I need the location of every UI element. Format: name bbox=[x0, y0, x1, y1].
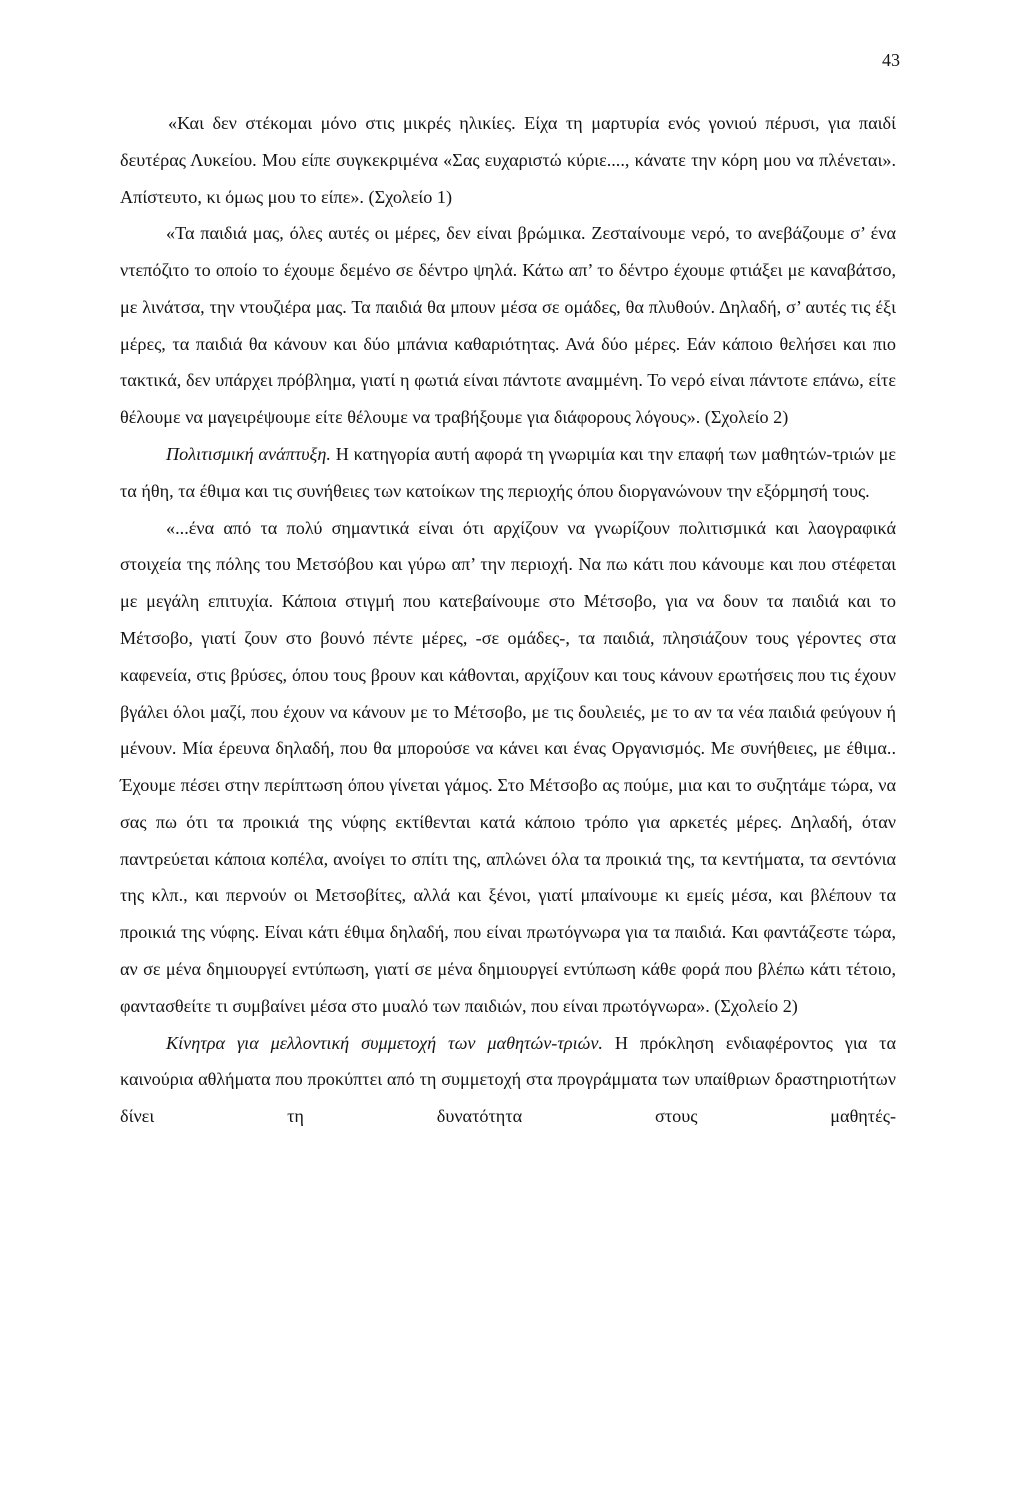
paragraph-quote-school-2-shower: «Τα παιδιά μας, όλες αυτές οι μέρες, δεν είναι βρώμικα. Ζεσταίνουμε νερό, το ανεβάζουμε σ’ ένα ντεπόζιτο το οποίο το έχουμε δεμένο σε δέντρο ψηλά. Κάτω απ’ το δέντρο έχουμε φτιάξει με καναβάτσο, με λινάτσα, την ντουζιέρα μας. Τα παιδιά θα μπουν μέσα σε ομάδες, θα πλυθούν. Δηλαδή, σ’ αυτές τις έξι μέρες, τα παιδιά θα κάνουν και δύο μπάνια καθαριότητας. Ανά δύο μέρες. Εάν κάποιο θελήσει και πιο τακτικά, δεν υπάρχει πρόβλημα, γιατί η φωτιά είναι πάντοτε αναμμένη. Το νερό είναι πάντοτε επάνω, είτε θέλουμε να μαγειρέψουμε είτε θέλουμε να τραβήξουμε για διάφορους λόγους». (Σχολείο 2) bbox=[120, 223, 896, 428]
paragraph-text: Η πρόκληση ενδιαφέροντος για τα καινούρια αθλήματα που προκύπτει από τη συμμετοχή στα προγράμματα των υπαίθριων δραστηριοτήτων δίνει τη δυνατότητα στους μαθητές- bbox=[120, 1032, 896, 1127]
paragraph-quote-school-1: «Και δεν στέκομαι μόνο στις μικρές ηλικίες. Είχα τη μαρτυρία ενός γονιού πέρυσι, για παιδί δευτέρας Λυκείου. Μου είπε συγκεκριμένα «Σας ευχαριστώ κύριε...., κάνατε την κόρη μου να πλένεται». Απίστευτο, κι όμως μου το είπε». (Σχολείο 1) bbox=[120, 113, 896, 207]
paragraph-text: Η κατηγορία αυτή αφορά τη γνωριμία και την επαφή των μαθητών-τριών με τα ήθη, τα έθιμα και τις συνήθειες των κατοίκων της περιοχής όπου διοργανώνουν την εξόρμησή τους. bbox=[120, 444, 896, 501]
section-heading-future-participation: Κίνητρα για μελλοντική συμμετοχή των μαθητών-τριών. bbox=[166, 1032, 603, 1053]
page-body bbox=[120, 105, 896, 1135]
paragraph-quote-metsovo: «...ένα από τα πολύ σημαντικά είναι ότι αρχίζουν να γνωρίζουν πολιτισμικά και λαογραφικά στοιχεία της πόλης του Μετσόβου και γύρω απ’ την περιοχή. Να πω κάτι που κάνουμε και που στέφεται με μεγάλη επιτυχία. Κάποια στιγμή που κατεβαίνουμε στο Μέτσοβο, για να δουν τα παιδιά και το Μέτσοβο, γιατί ζουν στο βουνό πέντε μέρες, -σε ομάδες-, τα παιδιά, πλησιάζουν τους γέροντες στα καφενεία, στις βρύσες, όπου τους βρουν και κάθονται, αρχίζουν και τους κάνουν ερωτήσεις που τις έχουν βγάλει όλοι μαζί, που έχουν να κάνουν με το Μέτσοβο, με τις δουλειές, με το αν τα νέα παιδιά φεύγουν ή μένουν. Μία έρευνα δηλαδή, που θα μπορούσε να κάνει και ένας Οργανισμός. Με συνήθειες, με έθιμα.. Έχουμε πέσει στην περίπτωση όπου γίνεται γάμος. Στο Μέτσοβο ας πούμε, μια και το συζητάμε τώρα, να σας πω ότι τα προικιά της νύφης εκτίθενται κατά κάποιο τρόπο για αρκετές μέρες. Δηλαδή, όταν παντρεύεται κάποια κοπέλα, ανοίγει το σπίτι της, απλώνει όλα τα προικιά της, τα κεντήματα, τα σεντόνια της κλπ., και περνούν οι Μετσοβίτες, αλλά και ξένοι, γιατί μπαίνουμε κι εμείς μέσα, και βλέπουν τα προικιά της νύφης. Είναι κάτι έθιμα δηλαδή, που είναι πρωτόγνωρα για τα παιδιά. Και φαντάζεστε τώρα, αν σε μένα δημιουργεί εντύπωση, γιατί σε μένα δημιουργεί εντύπωση κάθε φορά που βλέπω κάτι τέτοιο, φαντασθείτε τι συμβαίνει μέσα στο μυαλό των παιδιών, που είναι πρωτόγνωρα». (Σχολείο 2) bbox=[120, 517, 896, 1016]
paragraph-future-participation bbox=[120, 1025, 896, 1135]
page-number: 43 bbox=[882, 50, 900, 70]
paragraph-cultural-development bbox=[120, 436, 896, 510]
section-heading-cultural-development: Πολιτισμική ανάπτυξη. bbox=[166, 444, 331, 465]
